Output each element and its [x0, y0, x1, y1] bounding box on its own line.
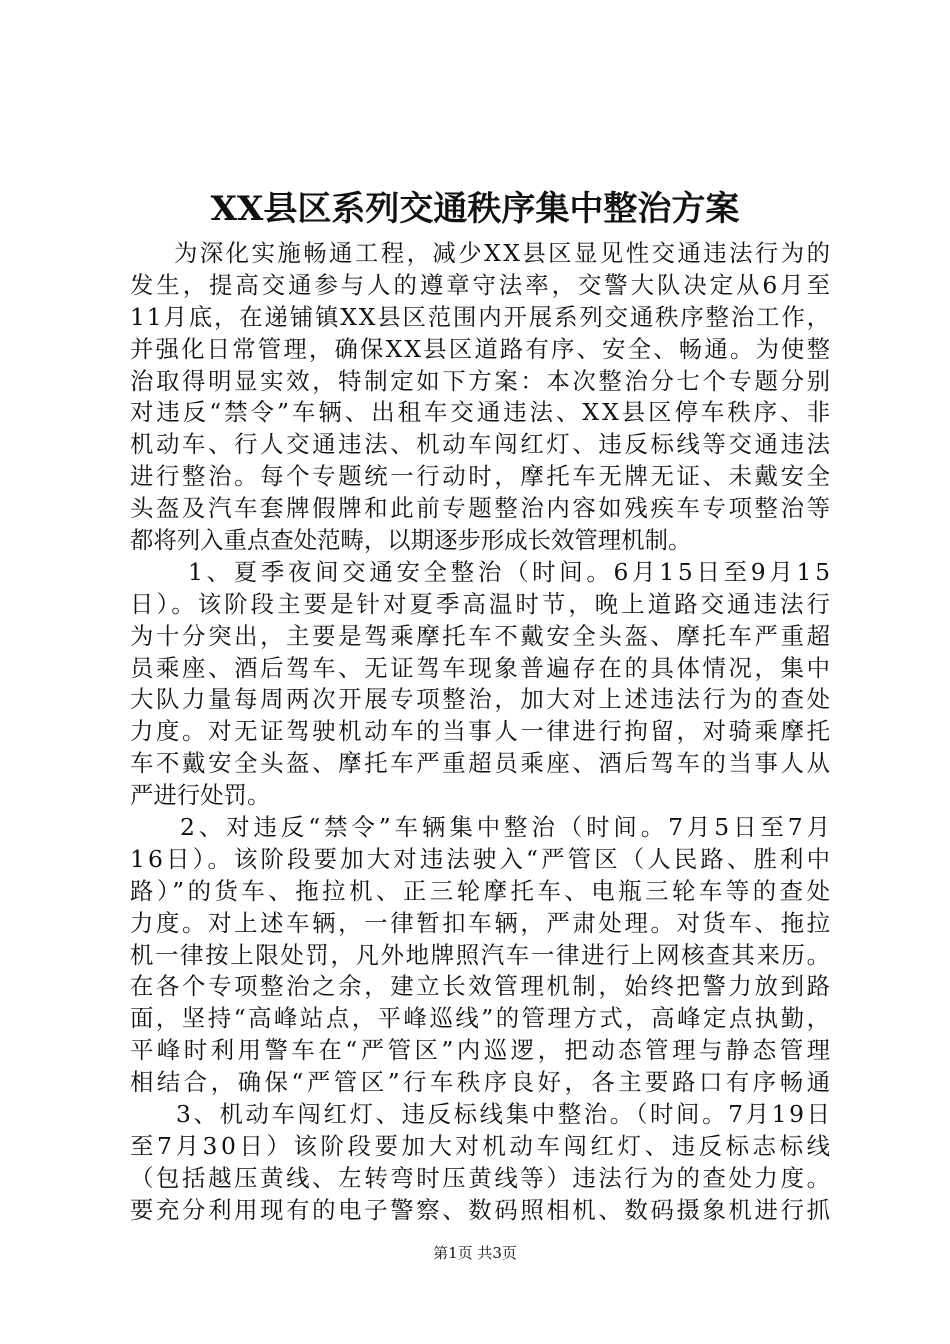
text-line: 为十分突出，主要是驾乘摩托车不戴安全头盔、摩托车严重超: [130, 621, 833, 650]
document-title: XX县区系列交通秩序集中整治方案: [210, 189, 740, 229]
text-line: 进行整治。每个专题统一行动时，摩托车无牌无证、未戴安全: [130, 462, 833, 491]
text-line: 11月底，在递铺镇XX县区范围内开展系列交通秩序整治工作，: [130, 302, 832, 331]
text-line: 3、机动车闯红灯、违反标线集中整治。（时间。7月19日: [176, 1100, 833, 1129]
document-body: [130, 238, 834, 1227]
text-line: 对违反“禁令”车辆、出租车交通违法、XX县区停车秩序、非: [130, 398, 834, 427]
text-line: 相结合，确保“严管区”行车秩序良好，各主要路口有序畅通: [130, 1068, 834, 1097]
text-line: 力度。对上述车辆，一律暂扣车辆，严肃处理。对货车、拖拉: [130, 908, 833, 937]
text-line: 在各个专项整治之余，建立长效管理机制，始终把警力放到路: [130, 972, 833, 1001]
text-line: 路）”的货车、拖拉机、正三轮摩托车、电瓶三轮车等的查处: [130, 876, 834, 905]
text-line: 日）。该阶段主要是针对夏季高温时节，晚上道路交通违法行: [130, 589, 834, 618]
text-line: 发生，提高交通参与人的遵章守法率，交警大队决定从6月至: [130, 270, 833, 299]
page-footer: 第1页 共3页: [433, 1244, 517, 1262]
text-line: 1、夏季夜间交通安全整治（时间。6月15日至9月15: [188, 557, 834, 586]
text-line: 都将列入重点查处范畴，以期逐步形成长效管理机制。: [130, 526, 692, 555]
text-line: 员乘座、酒后驾车、无证驾车现象普遍存在的具体情况，集中: [130, 653, 833, 682]
text-line: 2、对违反“禁令”车辆集中整治（时间。7月5日至7月: [180, 813, 834, 842]
text-line: 16日）。该阶段要加大对违法驶入“严管区（人民路、胜利中: [130, 844, 834, 873]
text-line: 头盔及汽车套牌假牌和此前专题整治内容如残疾车专项整治等: [130, 494, 833, 523]
text-line: 治取得明显实效，特制定如下方案：本次整治分七个专题分别: [130, 366, 833, 395]
text-line: 并强化日常管理，确保XX县区道路有序、安全、畅通。为使整: [130, 334, 833, 363]
text-line: 机一律按上限处罚，凡外地牌照汽车一律进行上网核查其来历。: [130, 940, 832, 969]
text-line: 机动车、行人交通违法、机动车闯红灯、违反标线等交通违法: [130, 430, 833, 459]
text-line: 严进行处罚。: [130, 781, 271, 810]
text-line: 为深化实施畅通工程，减少XX县区显见性交通违法行为的: [174, 239, 833, 267]
text-line: 至7月30日）该阶段要加大对机动车闯红灯、违反标志标线: [130, 1131, 834, 1160]
text-line: 要充分利用现有的电子警察、数码照相机、数码摄象机进行抓: [130, 1195, 833, 1224]
text-line: 车不戴安全头盔、摩托车严重超员乘座、酒后驾车的当事人从: [130, 749, 833, 778]
text-line: 平峰时利用警车在“严管区”内巡逻，把动态管理与静态管理: [130, 1036, 834, 1065]
text-line: 面，坚持“高峰站点，平峰巡线”的管理方式，高峰定点执勤，: [130, 1004, 833, 1033]
text-line: 力度。对无证驾驶机动车的当事人一律进行拘留，对骑乘摩托: [130, 717, 833, 746]
text-line: （包括越压黄线、左转弯时压黄线等）违法行为的查处力度。: [130, 1163, 833, 1192]
text-line: 大队力量每周两次开展专项整治，加大对上述违法行为的查处: [130, 685, 833, 714]
